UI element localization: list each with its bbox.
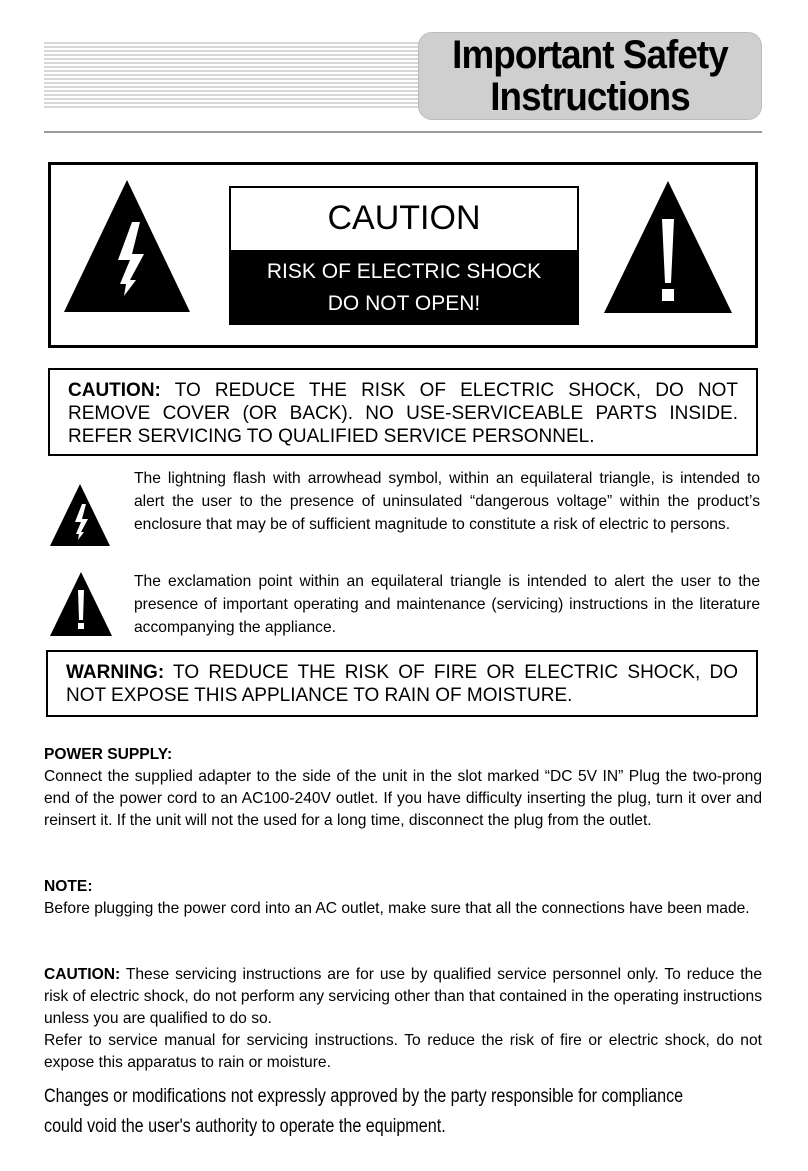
lightning-triangle-icon: [50, 484, 110, 546]
service-caution-paragraph: [44, 964, 762, 1030]
compliance-line-1: Changes or modifications not expressly approved by the party responsible for compliance: [44, 1086, 684, 1107]
service-caution-text: These servicing instructions are for use by qualified service personnel only. To reduce the risk of electric shock, do not perform any servicing other than that contained in the operating instructions unless you are qualified to do so.: [44, 966, 762, 1027]
caution-word: CAUTION: [327, 199, 481, 237]
caution-notice-box: [48, 368, 758, 456]
power-supply-heading: POWER SUPPLY:: [44, 746, 173, 763]
note-text: Before plugging the power cord into an AC outlet, make sure that all the connections have been made.: [44, 900, 750, 917]
caution-notice-text: TO REDUCE THE RISK OF ELECTRIC SHOCK, DO NOT REMOVE COVER (OR BACK). NO USE-SERVICEABLE PARTS INSIDE. REFER SERVICING TO QUALIFIED SERVICE PERSONNEL.: [68, 380, 738, 447]
power-supply-text: Connect the supplied adapter to the side of the unit in the slot marked “DC 5V IN” Plug the two-prong end of the power cord to an AC100-240V outlet. If you have difficulty inserting the plug, turn it over and reinsert it. If the unit will not the used for a long time, disconnect the plug from the outlet.: [44, 768, 762, 829]
header-divider: [44, 131, 762, 133]
service-caution-label: CAUTION:: [44, 966, 121, 983]
lightning-triangle-icon: [64, 180, 190, 312]
caution-warning-band: [229, 250, 579, 325]
compliance-line-2: could void the user's authority to operate the equipment.: [44, 1116, 446, 1137]
caution-line-2: DO NOT OPEN!: [327, 291, 481, 315]
page-title: Important Safety Instructions: [452, 33, 728, 119]
warning-notice-box: [46, 650, 758, 717]
caution-notice-label: CAUTION:: [68, 380, 161, 401]
exclamation-symbol-description: The exclamation point within an equilateral triangle is intended to alert the user to the presence of important operating and maintenance (servicing) instructions in the literature accompanying the appliance.: [134, 573, 760, 636]
header-stripes: [44, 42, 424, 110]
exclamation-triangle-icon: [50, 572, 112, 636]
note-heading: NOTE:: [44, 878, 93, 895]
service-manual-text: Refer to service manual for servicing instructions. To reduce the risk of fire or electric shock, do not expose this apparatus to rain or moisture.: [44, 1032, 762, 1071]
warning-notice-text: TO REDUCE THE RISK OF FIRE OR ELECTRIC SHOCK, DO NOT EXPOSE THIS APPLIANCE TO RAIN OF MOISTURE.: [66, 662, 738, 706]
caution-line-1: RISK OF ELECTRIC SHOCK: [266, 259, 542, 283]
warning-notice-label: WARNING:: [66, 662, 165, 683]
lightning-symbol-description: The lightning flash with arrowhead symbol, within an equilateral triangle, is intended to alert the user to the presence of uninsulated “dangerous voltage” within the product’s enclosure that may be of sufficient magnitude to constitute a risk of electric to persons.: [134, 470, 760, 533]
exclamation-triangle-icon: [604, 181, 732, 313]
